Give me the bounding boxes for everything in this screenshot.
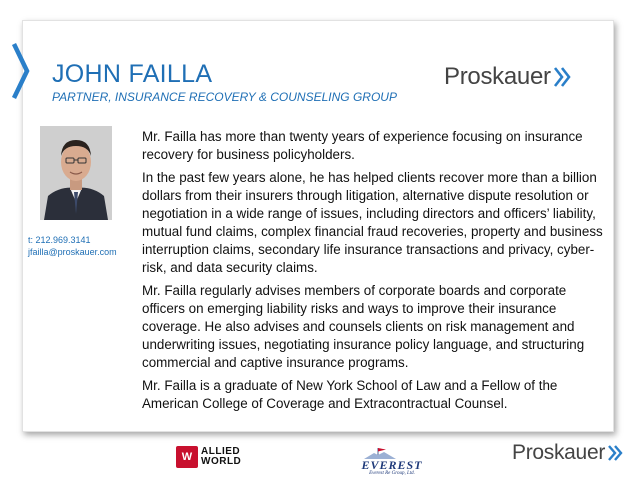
allied-world-logo	[176, 446, 241, 468]
allied-world-line1: ALLIED	[201, 446, 241, 457]
bio-text	[142, 128, 610, 418]
phone-number: t: 212.969.3141	[28, 235, 91, 245]
person-name: JOHN FAILLA	[52, 60, 213, 88]
person-portrait-icon	[40, 126, 112, 220]
logo-chevrons-footer-icon	[607, 443, 625, 463]
logo-wordmark: Proskauer	[444, 63, 551, 90]
bio-paragraph-3: Mr. Failla regularly advises members of corporate boards and corporate officers on emerging liability risks and ways to improve their insurance coverage. He also advises and counsels clients on risk management and underwriting issues, negotiating insurance policy language, and structuring commercial and captive insurance programs.	[142, 283, 585, 370]
proskauer-logo	[444, 62, 573, 92]
allied-world-line2: WORLD	[201, 456, 242, 467]
bio-paragraph-4: Mr. Failla is a graduate of New York School of Law and a Fellow of the American College of Coverage and Extracontractual Counsel.	[142, 378, 558, 411]
email-address[interactable]: jfailla@proskauer.com	[28, 247, 117, 257]
proskauer-logo-footer	[512, 440, 625, 466]
person-title: PARTNER, INSURANCE RECOVERY & COUNSELING GROUP	[52, 90, 397, 104]
logo-chevrons-icon	[553, 65, 573, 89]
logo-wordmark-footer: Proskauer	[512, 441, 606, 464]
everest-logo	[344, 446, 440, 478]
everest-subtitle: Everest Re Group, Ltd.	[369, 471, 415, 476]
chevron-decoration-icon	[10, 42, 30, 100]
bio-paragraph-2: In the past few years alone, he has helped clients recover more than a billion dollars from their insurers through litigation, alternative dispute resolution or negotiation in a wide range of issues, including directors and officers’ liability, mutual fund claims, complex financial fraud recoveries, property and business interruption claims, secondary life insurance transactions and privacy, cyber-risk, and data security claims.	[142, 170, 603, 275]
bio-paragraph-1: Mr. Failla has more than twenty years of experience focusing on insurance recovery for business policyholders.	[142, 129, 583, 162]
everest-wordmark: EVEREST	[361, 458, 423, 472]
contact-block	[28, 234, 117, 258]
allied-world-mark-icon: W	[176, 446, 198, 468]
headshot-photo	[40, 126, 112, 220]
sponsor-logos	[176, 446, 456, 476]
